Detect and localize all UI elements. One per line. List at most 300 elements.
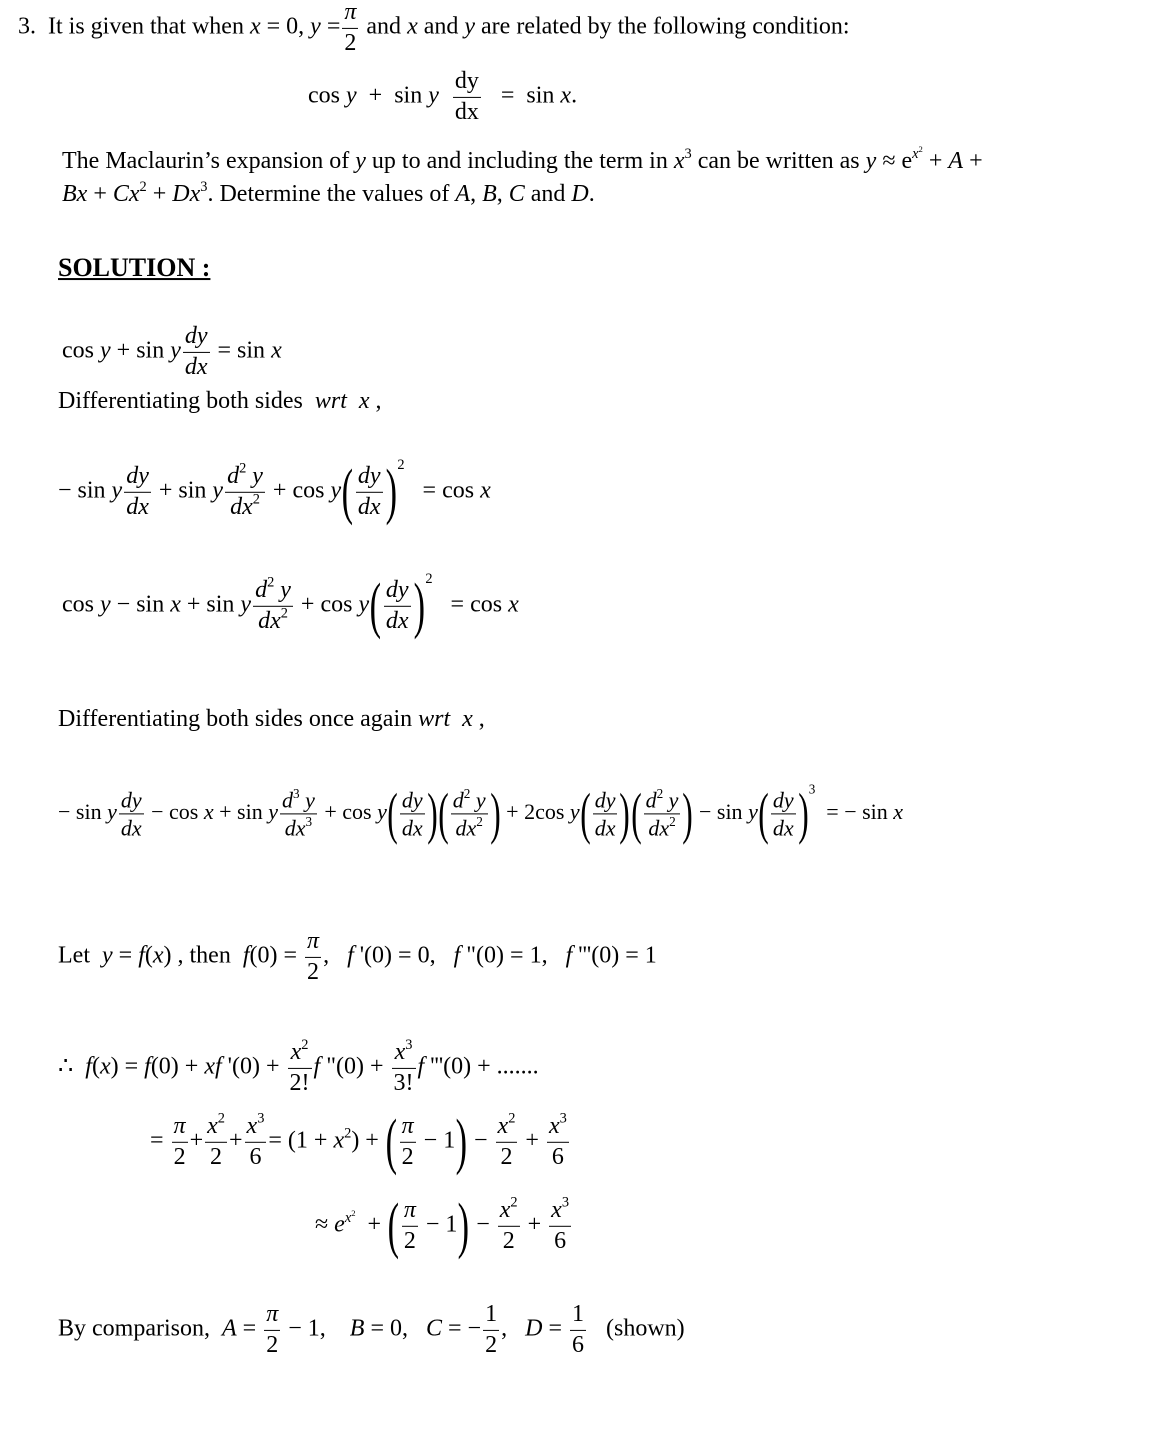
fraction [451,787,488,841]
fraction-denominator [225,493,265,522]
math-variable: dx [284,815,306,841]
math-variable: x [394,1038,406,1065]
math-variable: x [152,942,164,969]
fraction-denominator [280,815,317,841]
math-variable: x [551,1196,562,1223]
math-text: 2 [485,1331,498,1358]
math-text: + [228,1127,243,1154]
math-variable: y [748,799,758,825]
fraction-denominator [205,1143,227,1172]
solution-conclusion [58,1301,685,1359]
math-text: + [922,148,949,175]
fraction-denominator [245,1143,267,1172]
fraction-numerator [356,463,383,493]
math-text: 2 [918,144,923,155]
math-variable: y [212,477,224,504]
math-variable: dy [594,787,616,813]
math-text: 6 [554,1227,567,1254]
fraction-numerator [288,1036,312,1069]
exponent: 2 [425,570,433,587]
math-text: up to and including the term in [365,148,674,175]
math-variable: y [330,477,342,504]
math-text: 3 [257,1110,265,1127]
math-text: , [470,181,483,208]
math-variable: f [313,1053,321,1080]
math-text: Differentiating both sides once again [58,706,419,733]
fraction-denominator [549,1227,571,1256]
superscript [508,1111,515,1127]
math-variable: π [344,0,357,25]
math-text: = sin [211,337,272,364]
math-text: 1 [485,1300,498,1327]
math-variable: B [482,181,497,208]
math-variable: D [571,181,589,208]
left-parenthesis: ( [437,782,449,846]
parenthesized-group [579,782,631,846]
right-parenthesis: ) [682,782,694,846]
solution-equation-3 [62,570,519,640]
math-variable: wrt x [418,706,473,733]
math-text: 2 [252,491,260,508]
math-variable: dx [401,815,423,841]
math-text: 2 [266,1331,279,1358]
fraction [498,1194,520,1255]
math-text: 3 [292,785,300,801]
math-variable: dy [401,787,423,813]
right-parenthesis: ) [619,782,631,846]
superscript [257,1111,264,1127]
math-text: = cos [432,591,509,618]
math-text: 2 [210,1143,223,1170]
math-text: 3! [393,1069,414,1096]
fraction [305,928,321,986]
fraction [400,787,425,841]
math-variable: D [525,1315,543,1342]
given-equation [308,68,577,126]
superscript [510,1195,517,1211]
math-variable: y [470,787,486,813]
superscript [685,146,692,162]
math-text: + cos [294,591,359,618]
fraction-numerator [771,787,796,814]
math-text: , [472,706,485,733]
math-text: 2 [656,785,664,801]
math-variable: dx [385,607,409,634]
superscript [405,1037,412,1053]
math-variable: A [221,1315,237,1342]
math-variable: dx [648,815,670,841]
math-text: , [501,1315,526,1342]
math-text: ) , then [163,942,243,969]
fraction-numerator [644,787,681,814]
math-text: , [323,942,348,969]
fraction-denominator [384,607,411,636]
fraction-denominator [264,1331,280,1360]
fraction-numerator [305,928,321,958]
fraction-numerator [342,0,358,29]
math-variable: x [673,148,685,175]
fraction-numerator [124,463,151,493]
math-text: + [521,1211,548,1238]
math-variable: dy [120,787,142,813]
math-text: = [542,1315,568,1342]
math-text: '''(0) + ....... [424,1053,539,1080]
math-variable: x [170,591,181,618]
math-text: cos [62,337,100,364]
fraction [205,1110,227,1171]
math-variable: x [548,1112,560,1139]
fraction-numerator [183,323,210,353]
math-text: 6 [571,1331,584,1358]
math-variable: Cx [112,181,140,208]
math-text: = 0, [260,13,311,40]
parenthesized-group [341,456,405,526]
math-text: Let [58,942,102,969]
fraction-denominator [402,1227,418,1256]
math-variable: dx [258,607,281,634]
math-text: 2 [267,574,275,591]
fraction [342,0,358,57]
math-variable: dy [184,322,208,349]
math-variable: x [508,591,519,618]
math-text: 2 [502,1227,515,1254]
left-parenthesis: ( [341,456,354,526]
fraction-denominator [253,607,293,636]
math-variable: x [203,799,214,825]
parenthesized-group [437,782,501,846]
fraction-denominator [288,1069,312,1098]
superscript [140,179,147,195]
math-variable: d [645,787,657,813]
superscript [560,1111,567,1127]
fraction-numerator [280,787,317,814]
math-text: dy [454,67,479,94]
problem-statement-line [18,0,850,57]
math-text: − 1, [282,1315,350,1342]
fraction [119,787,144,841]
math-text: 6 [551,1143,564,1170]
math-variable: y [170,337,181,364]
math-variable: x [271,337,282,364]
math-variable: f [85,1053,92,1080]
fraction-denominator [342,29,358,58]
fraction-denominator [453,98,481,127]
math-text: 2 [403,1227,416,1254]
math-variable: dy [126,462,149,489]
math-text: = cos [404,477,481,504]
math-text: . [588,181,595,208]
math-variable: y [663,787,679,813]
math-text: 2 [463,785,471,801]
math-variable: d [227,462,240,489]
math-variable: f [138,942,145,969]
math-variable: y [355,148,366,175]
math-text: 3 [405,1036,413,1053]
fraction [172,1113,188,1171]
math-text: 3 [684,146,692,163]
parenthesized-group [630,782,694,846]
math-variable: f [242,942,250,969]
math-variable: xf [204,1053,222,1080]
math-variable: y [240,591,252,618]
math-text: = − [442,1315,482,1342]
math-text: = 0, [364,1315,426,1342]
left-parenthesis: ( [387,782,398,846]
math-text: 2! [289,1069,310,1096]
math-text: + [189,1127,204,1154]
math-variable: d [255,576,268,603]
superscript [669,814,676,829]
fraction [593,787,618,841]
fraction [245,1110,267,1171]
math-variable: π [266,1300,279,1327]
solution-equation-4 [58,781,904,846]
superscript [281,605,288,621]
fraction [771,787,796,841]
math-text: 2 [280,605,288,622]
fraction [280,787,317,841]
fraction-numerator [245,1110,267,1143]
math-text: ( [91,1053,100,1080]
math-variable: x [290,1038,302,1065]
math-text: 2 [307,958,320,985]
math-variable: x [249,13,261,40]
math-variable: y [101,942,113,969]
fraction-denominator [496,1143,518,1172]
fraction-numerator [483,1301,499,1331]
math-variable: x [893,799,904,825]
math-text: ≈ [315,1211,335,1238]
fraction-numerator [498,1194,520,1227]
fraction-numerator [225,460,265,493]
math-variable: π [401,1112,414,1139]
math-text: + [355,1211,388,1238]
math-text: and [524,181,572,208]
math-text: − 1 [419,1211,458,1238]
left-parenthesis: ( [387,1190,400,1260]
math-text: 2 [476,814,483,830]
solution-substitution [150,1106,571,1176]
math-text: (0) + [150,1053,205,1080]
exponent: 3 [808,781,816,797]
math-text: = [112,942,139,969]
parenthesized-group [387,1190,470,1260]
math-text: + sin [180,591,241,618]
left-parenthesis: ( [579,782,591,846]
math-text: 3 [200,179,208,196]
parenthesized-group [758,781,816,846]
math-variable: f [417,1053,425,1080]
math-text: are related by the following condition: [475,13,850,40]
fraction-denominator [547,1143,569,1172]
math-text: + sin [152,477,213,504]
math-text: '''(0) = 1 [572,942,657,969]
math-variable: x [344,1209,352,1226]
math-variable: dx [357,493,381,520]
math-variable: y [274,576,291,603]
left-parenthesis: ( [630,782,642,846]
math-text: dx [454,98,479,125]
math-text: − [470,1211,496,1238]
math-variable: wrt x [314,388,370,415]
math-text: = − sin [815,799,894,825]
math-text [439,83,451,109]
solution-initial-values [58,928,657,986]
math-text: ( [144,942,153,969]
fraction-denominator [771,815,796,841]
math-text: − sin [110,591,171,618]
fraction-numerator [400,787,425,814]
superscript [293,786,300,801]
fraction [547,1110,569,1171]
right-parenthesis: ) [455,1106,468,1176]
fraction-numerator [253,574,293,607]
right-parenthesis: ) [426,782,438,846]
math-text: 2 [344,1125,352,1142]
right-parenthesis: ) [385,456,397,526]
fraction [392,1036,416,1097]
fraction [124,463,151,521]
math-variable: y [111,477,123,504]
math-variable: x [333,1127,345,1154]
solution-heading: SOLUTION : [58,253,211,283]
math-text: 2 [139,179,147,196]
math-variable: x [246,1112,258,1139]
fraction-denominator [356,493,383,522]
fraction-denominator [483,1331,499,1360]
left-parenthesis: ( [369,570,382,640]
superscript [476,814,483,829]
fraction-numerator [119,787,144,814]
math-text: (shown) [587,1315,685,1342]
math-variable: dx [120,815,142,841]
problem-paragraph-line-1 [62,144,983,176]
fraction [288,1036,312,1097]
fraction [402,1197,418,1255]
math-variable: d [452,787,464,813]
fraction [225,460,265,521]
fraction [183,323,210,381]
left-parenthesis: ( [385,1106,397,1176]
math-text: 2 [508,1110,516,1127]
superscript [306,814,313,829]
right-parenthesis: ) [458,1190,470,1260]
math-text: can be written as [691,148,866,175]
math-text: "(0) = 1, [460,942,566,969]
math-variable: dx [230,493,253,520]
math-text: , [496,181,509,208]
math-variable: x [480,477,491,504]
math-text: 6 [249,1143,262,1170]
math-text: ) = [110,1053,145,1080]
parenthesized-group [387,782,438,846]
fraction-denominator [400,815,425,841]
math-variable: B [349,1315,365,1342]
right-parenthesis: ) [489,782,501,846]
fraction-denominator [183,353,210,382]
math-variable: y [569,799,580,825]
fraction-denominator [593,815,618,841]
math-variable: y [107,799,117,825]
solution-text-differentiate-again [58,706,485,734]
exponent: 2 [397,456,405,473]
math-text: 3. It is given that when [18,13,250,40]
math-text: 2 [669,814,676,830]
fraction-numerator [453,68,481,98]
math-variable: dx [126,493,149,520]
math-text: − [467,1127,494,1154]
math-variable: A [948,148,964,175]
math-variable: y [358,591,370,618]
solution-equation-1 [62,323,282,381]
math-text: = (1 + [268,1127,334,1154]
math-variable: f [453,942,461,969]
math-text: 2 [344,29,357,56]
math-variable: C [508,181,525,208]
fraction-numerator [205,1110,227,1143]
fraction [570,1301,586,1359]
math-variable: y [464,13,476,40]
math-text: 2 [510,1194,518,1211]
fraction-numerator [402,1197,418,1227]
math-text: (0) = [249,942,304,969]
fraction-denominator [172,1143,188,1172]
math-variable: y [346,82,357,109]
fraction-denominator [305,958,321,987]
math-variable: C [426,1315,443,1342]
math-text: 3 [305,814,313,830]
math-text: , [369,388,382,415]
math-variable: dy [357,462,381,489]
left-parenthesis: ( [758,782,769,846]
math-variable: d [281,787,293,813]
math-variable: x [499,1196,511,1223]
math-text: ) + [351,1127,385,1154]
math-text: 2 [500,1143,513,1170]
math-variable: x [912,146,919,163]
math-variable: f [347,942,354,969]
math-text: − sin [58,799,108,825]
math-variable: y [428,82,439,109]
math-text: + cos [318,799,378,825]
math-variable: π [173,1112,186,1139]
math-text: 2 [173,1143,186,1170]
math-variable: e [334,1211,345,1238]
math-text: . Determine the values of [207,181,456,208]
superscript [253,491,260,507]
fraction-denominator [570,1331,586,1360]
solution-equation-2 [58,456,491,526]
math-text: + 2cos [500,799,570,825]
math-variable: f [144,1053,151,1080]
math-text: + [87,181,113,208]
math-text: − sin [693,799,749,825]
math-variable: Dx [172,181,201,208]
math-variable: x [560,82,572,109]
math-text: = [150,1127,170,1154]
math-text: '(0) + [221,1053,286,1080]
math-text: + cos [266,477,331,504]
fraction [253,574,293,635]
math-variable: x [497,1112,509,1139]
math-text: cos [308,82,346,109]
math-text: + [146,181,173,208]
right-parenthesis: ) [797,782,809,846]
fraction-numerator [392,1036,416,1069]
math-text: 2 [351,1207,356,1218]
math-text: = sin [482,82,561,109]
math-text: and [360,13,408,40]
